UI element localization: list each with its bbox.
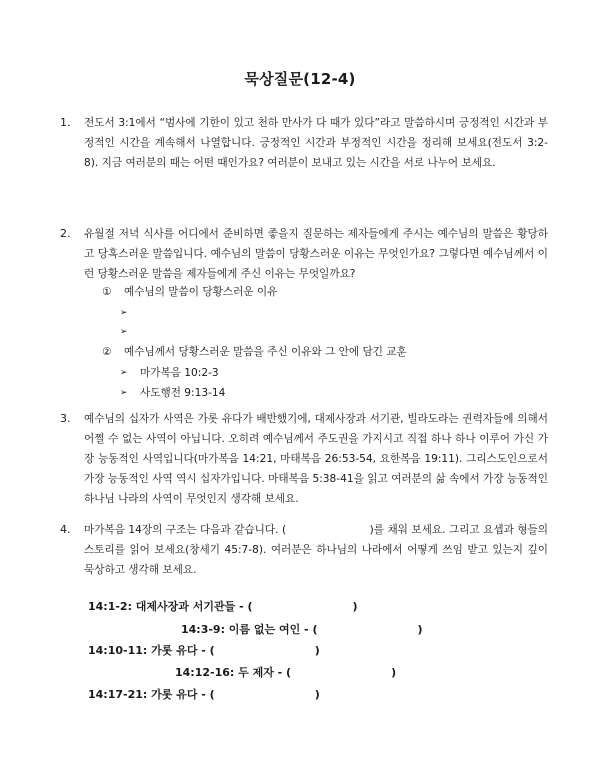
sub-question-2	[102, 342, 407, 362]
structure-label: 14:3-9: 이름 없는 여인 - (	[181, 623, 318, 636]
structure-label: 14:1-2: 대제사장과 서기관들 - (	[88, 600, 253, 613]
arrow-bullet-icon: ➢	[120, 388, 128, 398]
arrow-bullet-icon: ➢	[120, 308, 128, 318]
structure-item	[175, 664, 396, 680]
circled-number: ①	[102, 286, 112, 298]
structure-item	[181, 621, 423, 637]
question-number: 2.	[60, 227, 71, 240]
arrow-bullet-icon: ➢	[120, 368, 128, 378]
structure-item	[88, 598, 358, 614]
question-2	[62, 224, 548, 404]
structure-item	[88, 686, 320, 702]
question-text: 전도서 3:1에서 “범사에 기한이 있고 천하 만사가 다 때가 있다”라고 말씀하시며 긍정적인 시간과 부정적인 시간을 계속해서 나열합니다. 긍정적인 시간과 부정적인 시간을 정리해 보세요(전도서 3:2-8). 지금 여러분의 때는 어떤 때인가요? 여러분이 보내고 있는 시간을 서로 나누어 보세요.	[84, 117, 548, 170]
structure-label: 14:17-21: 가롯 유다 - (	[88, 688, 215, 701]
blank-close: )	[391, 666, 397, 679]
question-text: 유월절 저녁 식사를 어디에서 준비하면 좋을지 질문하는 제자들에게 주시는 예수님의 말씀은 황당하고 당혹스러운 말씀입니다. 예수님의 말씀이 당황스러운 이유는 무엇인가요? 그렇다면 예수님께서 이런 당황스러운 말씀을 제자들에게 주신 이유는 무엇일까요?	[84, 228, 548, 281]
question-text: 마가복음 14장의 구조는 다음과 같습니다. ( )를 채워 보세요. 그리고 요셉과 형들의 스토리를 읽어 보세요(창세기 45:7-8). 여러분은 하나님의 나라에서 어떻게 쓰임 받고 있는지 깊이 묵상하고 생각해 보세요.	[84, 524, 552, 577]
arrow-bullet-icon: ➢	[120, 327, 128, 337]
question-1	[62, 113, 548, 173]
question-text: 예수님의 십자가 사역은 가롯 유다가 배반했기에, 대제사장과 서기관, 빌라도라는 권력자들에 의해서 어쩔 수 없는 사역이 아닙니다. 오히려 예수님께서 주도권을 가지시고 직접 하나 하나 이루어 가신 가장 능동적인 사역입니다(마가복음 14:21, 마태복음 26:53-54, 요한복음 19:11). 그리스도인으로서 가장 능동적인 사역 역시 십자가입니다. 마태복음 5:38-41을 읽고 여러분의 삶 속에서 가장 능동적인 하나님 나라의 사역이 무엇인지 생각해 보세요.	[84, 413, 548, 506]
blank-close: )	[314, 644, 320, 657]
reference-text: 마가복음 10:2-3	[140, 367, 219, 379]
reference-text: 사도행전 9:13-14	[140, 387, 226, 399]
sub-question-text: 예수님께서 당황스러운 말씀을 주신 이유와 그 안에 담긴 교훈	[124, 346, 407, 358]
blank-close: )	[314, 688, 320, 701]
circled-number: ②	[102, 346, 112, 358]
page-title: 묵상질문(12-4)	[244, 70, 356, 88]
question-4	[60, 520, 552, 580]
question-3	[62, 409, 548, 509]
question-number: 4.	[60, 523, 71, 536]
sub-question-1	[102, 282, 277, 302]
reference-item	[120, 383, 225, 403]
question-number: 3.	[60, 412, 71, 425]
blank-close: )	[352, 600, 358, 613]
sub-question-text: 예수님의 말씀이 당황스러운 이유	[124, 286, 278, 298]
blank-close: )	[417, 623, 423, 636]
structure-label: 14:12-16: 두 제자 - (	[175, 666, 292, 679]
structure-item	[88, 642, 320, 658]
reference-item	[120, 363, 219, 383]
structure-label: 14:10-11: 가롯 유다 - (	[88, 644, 215, 657]
question-number: 1.	[60, 116, 71, 129]
